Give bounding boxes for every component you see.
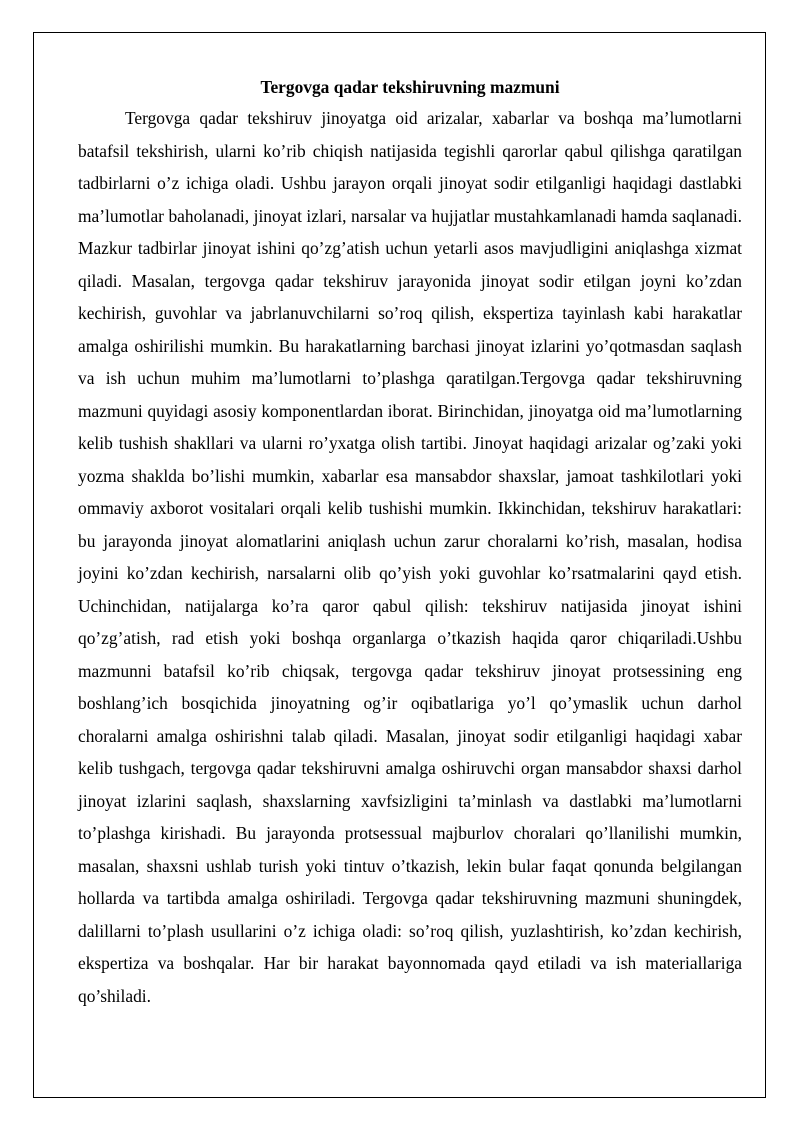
- document-title: Tergovga qadar tekshiruvning mazmuni: [260, 77, 560, 97]
- document-paragraph: Tergovga qadar tekshiruv jinoyatga oid arizalar, xabarlar va boshqa ma’lumotlarni batafsil tekshirish, ularni ko’rib chiqish natijasida tegishli qarorlar qabul qilishga qaratilgan tadbirlarni o’z ichiga oladi. Ushbu jarayon orqali jinoyat sodir etilganligi haqidagi dastlabki ma’lumotlar baholanadi, jinoyat izlari, narsalar va hujjatlar mustahkamlanadi hamda saqlanadi. Mazkur tadbirlar jinoyat ishini qo’zg’atish uchun yetarli asos mavjudligini aniqlashga xizmat qiladi. Masalan, tergovga qadar tekshiruv jarayonida jinoyat sodir etilgan joyni ko’zdan kechirish, guvohlar va jabrlanuvchilarni so’roq qilish, ekspertiza tayinlash kabi harakatlar amalga oshirilishi mumkin. Bu harakatlarning barchasi jinoyat izlarini yo’qotmasdan saqlash va ish uchun muhim ma’lumotlarni to’plashga qaratilgan.Tergovga qadar tekshiruvning mazmuni quyidagi asosiy komponentlardan iborat. Birinchidan, jinoyatga oid ma’lumotlarning kelib tushish shakllari va ularni ro’yxatga olish tartibi. Jinoyat haqidagi arizalar og’zaki yoki yozma shaklda bo’lishi mumkin, xabarlar esa mansabdor shaxslar, jamoat tashkilotlari yoki ommaviy axborot vositalari orqali kelib tushishi mumkin. Ikkinchidan, tekshiruv harakatlari: bu jarayonda jinoyat alomatlarini aniqlash uchun zarur choralarni ko’rish, masalan, hodisa joyini ko’zdan kechirish, narsalarni olib qo’yish yoki guvohlar ko’rsatmalarini qayd etish. Uchinchidan, natijalarga ko’ra qaror qabul qilish: tekshiruv natijasida jinoyat ishini qo’zg’atish, rad etish yoki boshqa organlarga o’tkazish haqida qaror chiqariladi.Ushbu mazmunni batafsil ko’rib chiqsak, tergovga qadar tekshiruv jinoyat protsessining eng boshlang’ich bosqichida jinoyatning og’ir oqibatlariga yo’l qo’ymaslik uchun darhol choralarni amalga oshirishni talab qiladi. Masalan, jinoyat sodir etilganligi haqidagi xabar kelib tushgach, tergovga qadar tekshiruvni amalga oshiruvchi organ mansabdor shaxsi darhol jinoyat izlarini saqlash, shaxslarning xavfsizligini ta’minlash va dastlabki ma’lumotlarni to’plashga kirishadi. Bu jarayonda protsessual majburlov choralari qo’llanilishi mumkin, masalan, shaxsni ushlab turish yoki tintuv o’tkazish, lekin bular faqat qonunda belgilangan hollarda va tartibda amalga oshiriladi. Tergovga qadar tekshiruvning mazmuni shuningdek, dalillarni to’plash usullarini o’z ichiga oladi: so’roq qilish, yuzlashtirish, ko’zdan kechirish, ekspertiza va boshqalar. Har bir harakat bayonnomada qayd etiladi va ish materiallariga qo’shiladi.: [78, 108, 742, 1006]
- document-content: [78, 76, 742, 1012]
